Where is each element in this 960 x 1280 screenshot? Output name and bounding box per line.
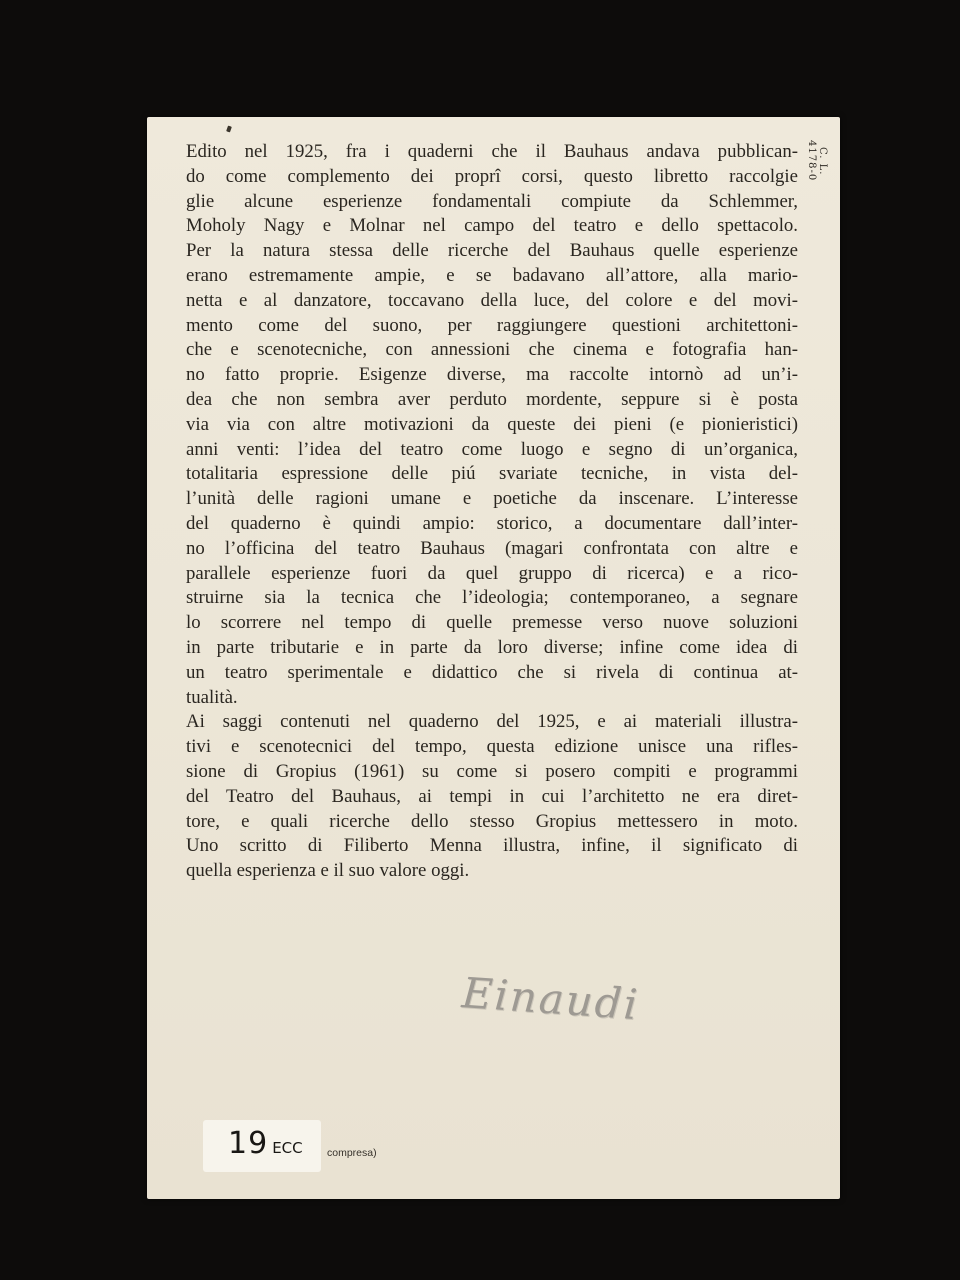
blurb-line: Ai saggi contenuti nel quaderno del 1925, e ai materiali illustra- [186,711,798,733]
blurb-line: do come complemento dei proprî corsi, questo libretto raccolgie [186,165,798,187]
blurb-line: sione di Gropius (1961) su come si posero compiti e programmi [186,760,798,782]
blurb-line: no l’officina del teatro Bauhaus (magari confrontata con altre e [186,537,798,559]
blurb-line: tualità. [186,686,238,708]
handwritten-price-number: 19 [228,1126,269,1161]
price-note: compresa) [327,1147,377,1159]
blurb-text [186,140,798,884]
blurb-line: Moholy Nagy e Molnar nel campo del teatro e dello spettacolo. [186,215,798,237]
catalog-code: C. L. 4178-0 [806,140,828,182]
blurb-line: netta e al danzatore, toccavano della luce, del colore e del movi- [186,289,798,311]
blurb-line: in parte tributarie e in parte da loro diverse; infine come idea di [186,636,798,658]
blurb-line: struirne sia la tecnica che l’ideologia; contemporaneo, a segnare [186,587,798,609]
blurb-line: Edito nel 1925, fra i quaderni che il Bauhaus andava pubblican- [186,141,798,162]
blurb-line: tore, e quali ricerche dello stesso Gropius mettessero in moto. [186,810,798,832]
blurb-line: no fatto proprie. Esigenze diverse, ma raccolte intornò ad un’i- [186,364,798,386]
blurb-line: parallele esperienze fuori da quel gruppo di ricerca) e a rico- [186,562,798,584]
blurb-line: l’unità delle ragioni umane e poetiche da inscenare. L’interesse [186,488,798,510]
blurb-line: del quaderno è quindi ampio: storico, a documentare dall’inter- [186,512,798,534]
publisher-logo: Einaudi [460,968,641,1030]
blurb-line: glie alcune esperienze fondamentali compiute da Schlemmer, [186,190,798,212]
blurb-line: che e scenotecniche, con annessioni che cinema e fotografia han- [186,339,798,361]
handwritten-price [228,1126,303,1161]
blurb-line: Uno scritto di Filiberto Menna illustra, infine, il significato di [186,835,798,857]
blurb-line: totalitaria espressione delle piú svariate tecniche, in vista del- [186,463,798,485]
blurb-line: anni venti: l’idea del teatro come luogo e segno di un’organica, [186,438,798,460]
blurb-line: lo scorrere nel tempo di quelle premesse verso nuove soluzioni [186,612,798,634]
blurb-line: tivi e scenotecnici del tempo, questa edizione unisce una rifles- [186,736,798,758]
blurb-line: mento come del suono, per raggiungere questioni architettoni- [186,314,798,336]
handwritten-price-suffix: ECC [272,1139,303,1157]
blurb-line: Per la natura stessa delle ricerche del Bauhaus quelle esperienze [186,240,798,262]
blurb-line: erano estremamente ampie, e se badavano all’attore, alla mario- [186,264,798,286]
blurb-line: via via con altre motivazioni da queste dei pieni (e pionieristici) [186,413,798,435]
blurb-line: un teatro sperimentale e didattico che si rivela di continua at- [186,661,798,683]
blurb-line: del Teatro del Bauhaus, ai tempi in cui l’architetto ne era diret- [186,785,798,807]
blurb-line: dea che non sembra aver perduto mordente, seppure si è posta [186,388,798,410]
blurb-line: quella esperienza e il suo valore oggi. [186,860,470,882]
